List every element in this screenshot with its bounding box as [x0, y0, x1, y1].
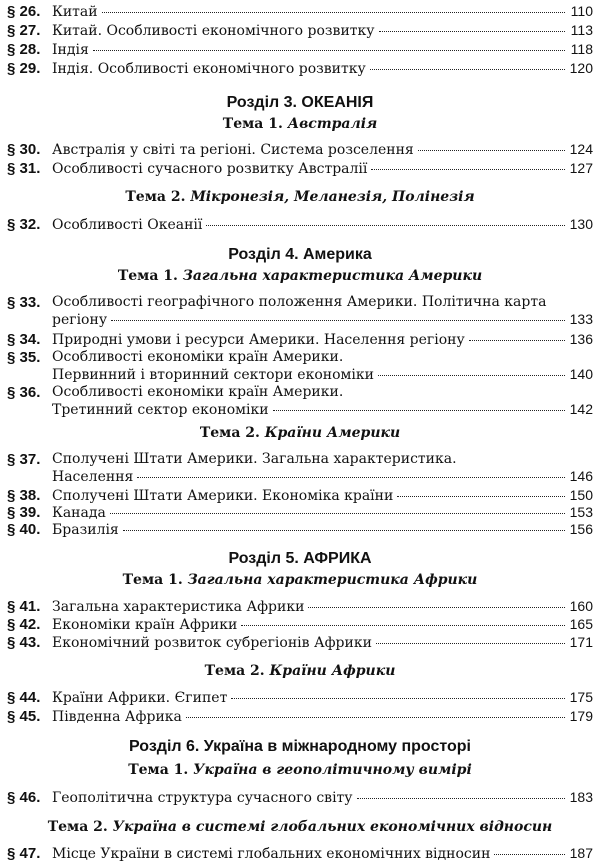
entry-title: Особливості сучасного розвитку Австралії [52, 161, 368, 177]
page-number: 127 [569, 160, 593, 176]
toc-entry-30 [7, 141, 593, 159]
entry-number: § 30. [7, 141, 41, 158]
page-number: 110 [570, 3, 593, 19]
entry-number: § 45. [7, 708, 41, 725]
page-number: 179 [569, 708, 593, 724]
dot-leader [357, 798, 565, 799]
topic-label: Тема 1. [122, 572, 183, 588]
toc-entry-44 [7, 689, 593, 707]
entry-title-line-2: Третинний сектор економіки [52, 402, 269, 418]
entry-title: Місце України в системі глобальних економічних відносин [52, 846, 491, 862]
entry-title: Сполучені Штати Америки. Економіка країни [52, 488, 394, 504]
entry-number: § 41. [7, 598, 41, 615]
dot-leader [418, 150, 565, 151]
page-number: 124 [569, 141, 593, 157]
toc-entry-40 [7, 521, 593, 539]
entry-number: § 38. [7, 487, 41, 504]
entry-title-line-1: Особливості економіки країн Америки. [52, 349, 344, 365]
page-number: 120 [569, 60, 593, 76]
entry-title: Південна Африка [52, 709, 182, 725]
entry-title: Китай [52, 4, 98, 20]
entry-title-line-1: Сполучені Штати Америки. Загальна характеристика. [52, 451, 457, 467]
topic-heading-5-1 [0, 572, 600, 589]
toc-entry-36 [7, 384, 593, 419]
entry-title-line-2: регіону [52, 312, 108, 328]
dot-leader [241, 625, 565, 626]
page-number: 133 [569, 311, 593, 327]
page-number: 130 [569, 216, 593, 232]
page-number: 156 [569, 521, 593, 537]
entry-number: § 28. [7, 41, 41, 58]
dot-leader [186, 717, 565, 718]
toc-entry-39 [7, 504, 593, 522]
entry-number: § 37. [7, 451, 41, 468]
topic-heading-3-2 [0, 189, 600, 206]
page-number: 150 [569, 487, 593, 503]
entry-number: § 34. [7, 331, 41, 348]
entry-number: § 47. [7, 845, 41, 862]
dot-leader [110, 513, 565, 514]
topic-name: Україна в геополітичному вимірі [193, 762, 472, 778]
entry-title: Природні умови і ресурси Америки. Населення регіону [52, 332, 465, 348]
entry-number: § 44. [7, 689, 41, 706]
topic-label: Тема 1. [117, 268, 178, 284]
entry-title: Канада [52, 505, 106, 521]
entry-number: § 43. [7, 634, 41, 651]
page-number: 175 [569, 689, 593, 705]
section-heading-3: Розділ 3. ОКЕАНІЯ [226, 94, 374, 111]
topic-name: Мікронезія, Меланезія, Полінезія [190, 189, 475, 205]
dot-leader [111, 320, 565, 321]
toc-entry-38 [7, 487, 593, 505]
topic-heading-5-2 [0, 663, 600, 680]
entry-title-line-1: Особливості економіки країн Америки. [52, 384, 344, 400]
dot-leader [376, 643, 565, 644]
topic-label: Тема 2. [125, 189, 186, 205]
entry-title: Індія [52, 42, 89, 58]
entry-number: § 31. [7, 160, 41, 177]
page-number: 160 [569, 598, 593, 614]
toc-entry-29 [7, 60, 593, 78]
dot-leader [93, 50, 565, 51]
topic-name: Країни Америки [264, 425, 401, 441]
entry-number: § 40. [7, 521, 41, 538]
section-heading-5: Розділ 5. АФРИКА [228, 550, 372, 567]
topic-heading-4-1 [0, 268, 600, 285]
toc-entry-45 [7, 708, 593, 726]
dot-leader [397, 496, 565, 497]
topic-heading-3-1 [0, 116, 600, 133]
entry-number: § 33. [7, 294, 41, 311]
topic-name: Країни Африки [269, 663, 396, 679]
toc-entry-37 [7, 451, 593, 486]
topic-name: Австралія [287, 116, 378, 132]
entry-number: § 39. [7, 504, 41, 521]
entry-title: Австралія у світі та регіоні. Система розселення [52, 142, 414, 158]
topic-heading-4-2 [0, 425, 600, 442]
toc-entry-41 [7, 598, 593, 616]
entry-title: Бразилія [52, 522, 119, 538]
toc-entry-31 [7, 160, 593, 178]
topic-label: Тема 2. [47, 819, 108, 835]
dot-leader [308, 607, 565, 608]
dot-leader [378, 375, 565, 376]
toc-entry-28 [7, 41, 593, 59]
page-number: 171 [569, 634, 593, 650]
toc-entry-27 [7, 22, 593, 40]
page-number: 165 [569, 616, 593, 632]
dot-leader [379, 31, 565, 32]
toc-entry-32 [7, 216, 593, 234]
dot-leader [123, 530, 565, 531]
entry-number: § 42. [7, 616, 41, 633]
page-number: 118 [570, 41, 593, 57]
entry-title-line-2: Населення [52, 469, 134, 485]
entry-title: Китай. Особливості економічного розвитку [52, 23, 375, 39]
topic-label: Тема 2. [199, 425, 260, 441]
page-number: 153 [569, 504, 593, 520]
entry-title-line-2: Первинний і вторинний сектори економіки [52, 367, 374, 383]
section-heading-4: Розділ 4. Америка [228, 246, 372, 263]
topic-heading-6-2 [0, 819, 600, 836]
toc-entry-34 [7, 331, 593, 349]
entry-number: § 32. [7, 216, 41, 233]
topic-name: Загальна характеристика Африки [187, 572, 478, 588]
page-number: 187 [569, 845, 593, 861]
toc-entry-42 [7, 616, 593, 634]
topic-label: Тема 1. [128, 762, 189, 778]
toc-entry-47 [7, 845, 593, 863]
entry-number: § 27. [7, 22, 41, 39]
entry-title-line-1: Особливості географічного положення Америки. Політична карта [52, 294, 547, 310]
entry-title: Індія. Особливості економічного розвитку [52, 61, 366, 77]
toc-entry-35 [7, 349, 593, 384]
toc-entry-26 [7, 3, 593, 21]
entry-title: Особливості Океанії [52, 217, 203, 233]
entry-title: Загальна характеристика Африки [52, 599, 305, 615]
page-number: 142 [569, 401, 593, 417]
toc-entry-33 [7, 294, 593, 329]
topic-name: Україна в системі глобальних економічних відносин [112, 819, 553, 835]
entry-number: § 26. [7, 3, 41, 20]
page-number: 136 [569, 331, 593, 347]
dot-leader [273, 410, 565, 411]
topic-label: Тема 1. [222, 116, 283, 132]
topic-label: Тема 2. [204, 663, 265, 679]
page-number: 140 [569, 366, 593, 382]
page-number: 146 [569, 468, 593, 484]
page-number: 183 [569, 789, 593, 805]
entry-title: Економіки країн Африки [52, 617, 238, 633]
page-number: 113 [570, 22, 593, 38]
dot-leader [231, 698, 565, 699]
topic-heading-6-1 [0, 762, 600, 779]
dot-leader [371, 169, 565, 170]
dot-leader [206, 225, 565, 226]
entry-title: Економічний розвиток субрегіонів Африки [52, 635, 372, 651]
dot-leader [137, 477, 565, 478]
toc-entry-43 [7, 634, 593, 652]
section-heading-6: Розділ 6. Україна в міжнародному просторі [129, 738, 471, 755]
entry-number: § 46. [7, 789, 41, 806]
entry-number: § 35. [7, 349, 41, 366]
dot-leader [370, 69, 565, 70]
dot-leader [102, 12, 565, 13]
entry-number: § 29. [7, 60, 41, 77]
entry-title: Країни Африки. Єгипет [52, 690, 228, 706]
dot-leader [494, 854, 565, 855]
topic-name: Загальна характеристика Америки [182, 268, 483, 284]
entry-number: § 36. [7, 384, 41, 401]
toc-entry-46 [7, 789, 593, 807]
entry-title: Геополітична структура сучасного світу [52, 790, 353, 806]
dot-leader [469, 340, 565, 341]
